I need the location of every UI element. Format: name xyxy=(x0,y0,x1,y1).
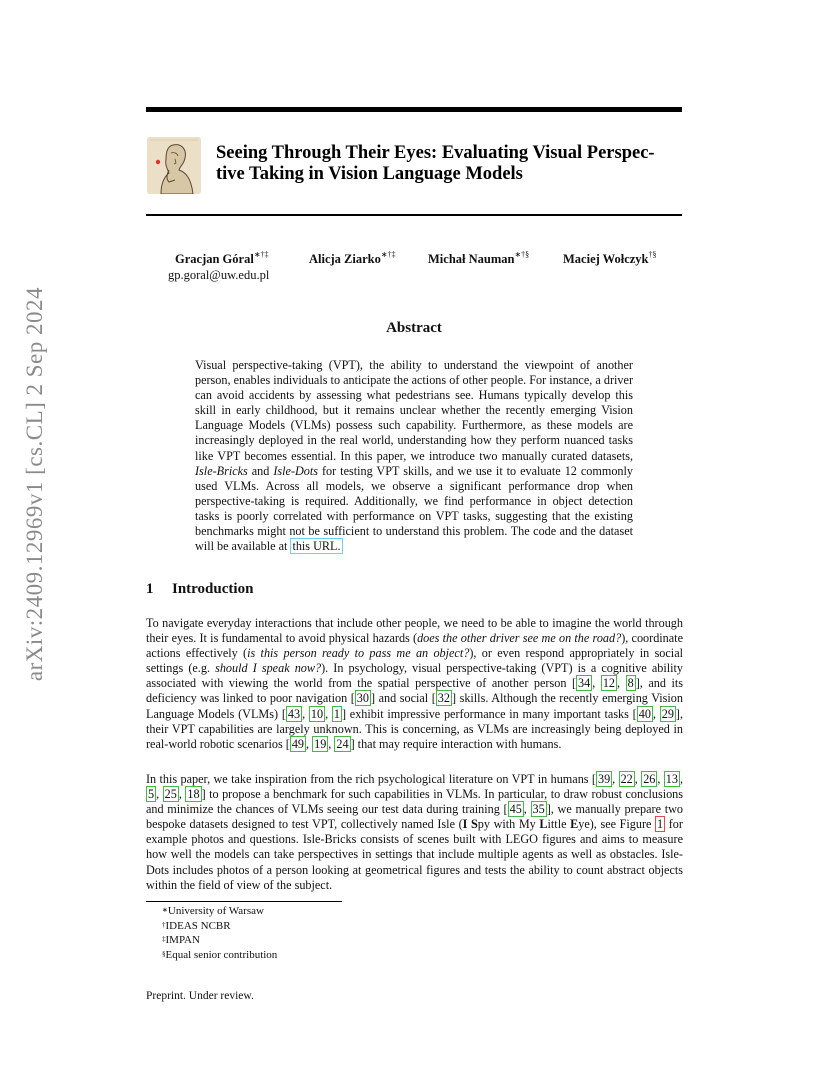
author-affiliation-marks: ∗†§ xyxy=(514,250,530,259)
title-bottom-rule xyxy=(146,214,682,216)
footnote: ‡IMPAN xyxy=(162,934,200,946)
author-name: Gracjan Góral xyxy=(175,252,254,266)
thinker-figure-icon xyxy=(147,137,201,194)
author-name: Michał Nauman xyxy=(428,252,515,266)
citation-link[interactable]: 45 xyxy=(509,802,522,817)
paper-logo-image xyxy=(147,137,201,194)
citation-link[interactable]: 8 xyxy=(627,676,634,691)
preprint-notice: Preprint. Under review. xyxy=(146,990,254,1002)
citation-link[interactable]: 26 xyxy=(643,772,656,786)
arxiv-identifier-text: arXiv:2409.12969v1 [cs.CL] 2 Sep 2024 xyxy=(22,286,47,682)
author-1 xyxy=(175,252,269,267)
abstract-text: Visual perspective-taking (VPT), the ability to understand the viewpoint of another person, enables individuals to anticipate the actions of other people. For instance, a driver can avoid accidents by assessing what pedestrians see. Humans typically develop this skill in early childhood, but it remains unclear whether the recently emerging Vision Language Models (VLMs) possess such capability. Furthermore, as these models are increasingly deployed in the real world, understanding how they perform nuanced tasks like VPT becomes essential. In this paper, we introduce two manually curated datasets, Isle-Bricks and Isle-Dots for testing VPT skills, and we use it to evaluate 12 commonly used VLMs. Across all models, we observe a significant performance drop when perspective-taking is required. Additionally, we find performance in object detection tasks is poorly correlated with performance on VPT tasks, suggesting that the existing benchmarks might not be sufficient to understand this problem. The code and the dataset will be available at this URL. xyxy=(195,358,633,554)
citation-link[interactable]: 12 xyxy=(602,676,615,691)
intro-paragraph-2: In this paper, we take inspiration from the rich psychological literature on VPT in humans [ 39 , 22 , 26 , 13 , 5 , 25 , 18 ] to propose a benchmark for such capabilities in VLMs. In particular, to draw robust conclusions and minimize the chances of VLMs seeing our test data during training [ 45 , 35 ], we manually prepare two bespoke datasets designed to test VPT, collectively named Isle (I Spy with My Little Eye), see Figure 1 for example photos and questions. Isle-Bricks consists of scenes built with LEGO figures and aims to measure how well the models can take perspectives in settings that include multiple agents as well as obstacles. Isle-Dots includes photos of a person looking at geometrical figures and tests the ability to count abstract objects within the field of view of the subject. xyxy=(146,772,684,892)
figure-reference-link[interactable]: 1 xyxy=(657,817,664,832)
citation-link[interactable]: 49 xyxy=(291,736,305,751)
citation-link[interactable]: 25 xyxy=(164,787,177,802)
citation-link[interactable]: 18 xyxy=(187,787,200,802)
citation-link[interactable]: 22 xyxy=(620,772,633,786)
footnote: §Equal senior contribution xyxy=(162,948,278,961)
footnote: ∗University of Warsaw xyxy=(162,905,264,917)
author-name: Maciej Wołczyk xyxy=(563,252,649,266)
code-url-link[interactable]: this URL. xyxy=(292,539,341,554)
citation-link[interactable]: 35 xyxy=(532,802,545,817)
citation-link[interactable]: 10 xyxy=(310,706,324,721)
section-title: Introduction xyxy=(172,581,254,597)
section-heading-introduction xyxy=(146,581,253,598)
footnotes xyxy=(162,904,277,962)
title-line-1: Seeing Through Their Eyes: Evaluating Visual Perspec- xyxy=(216,143,655,163)
intro-paragraph-1: To navigate everyday interactions that include other people, we need to be able to imagine the world through their eyes. It is fundamental to avoid physical hazards (does the other driver see me on the road?), coordinate actions effectively (is this person ready to pass me an object?), or even respond appropriately in social settings (e.g. should I speak now?). In psychology, visual perspective-taking (VPT) is a cognitive ability associated with viewing the world from the spatial perspective of another person [ 34 , 12 , 8 ], and its deficiency was linked to poor navigation [ 30 ] and social [ 32 ] skills. Although the recently emerging Vision Language Models (VLMs) [ 43 , 10 , 1 ] exhibit impressive performance in many important tasks [ 40 , 29 ], their VPT capabilities are largely unknown. This is concerning, as VLMs are increasingly being deployed in real-world robotic scenarios [ 49 , 19 , 24 ] that may require interaction with humans. xyxy=(146,616,684,751)
author-2 xyxy=(309,252,396,267)
author-email: gp.goral@uw.edu.pl xyxy=(168,268,270,282)
author-4 xyxy=(563,252,657,267)
author-name: Alicja Ziarko xyxy=(309,252,381,266)
author-3 xyxy=(428,252,529,267)
footnote: †IDEAS NCBR xyxy=(162,919,231,932)
citation-link[interactable]: 30 xyxy=(356,691,369,706)
footnote-rule xyxy=(146,901,342,902)
citation-link[interactable]: 32 xyxy=(437,691,450,706)
dataset-name: Isle-Dots xyxy=(273,463,319,478)
citation-link[interactable]: 5 xyxy=(148,787,155,802)
author-affiliation-marks: ∗†‡ xyxy=(380,250,396,259)
abstract-heading: Abstract xyxy=(386,320,442,336)
title-top-rule xyxy=(146,107,682,112)
arxiv-identifier xyxy=(20,286,50,682)
author-affiliation-marks: †§ xyxy=(648,250,657,259)
citation-link[interactable]: 34 xyxy=(578,676,591,691)
section-number: 1 xyxy=(146,581,154,597)
citation-link[interactable]: 39 xyxy=(597,772,611,786)
title-line-2: tive Taking in Vision Language Models xyxy=(216,164,523,184)
paper-title xyxy=(216,143,686,185)
citation-link[interactable]: 19 xyxy=(314,736,327,751)
citation-link[interactable]: 13 xyxy=(665,772,678,786)
author-affiliation-marks: ∗†‡ xyxy=(253,250,269,259)
citation-link[interactable]: 43 xyxy=(287,706,301,721)
citation-link[interactable]: 40 xyxy=(638,706,651,721)
dataset-name: Isle-Bricks xyxy=(195,463,248,478)
citation-link[interactable]: 1 xyxy=(333,706,340,721)
citation-link[interactable]: 29 xyxy=(661,706,674,721)
citation-link[interactable]: 24 xyxy=(336,736,349,751)
